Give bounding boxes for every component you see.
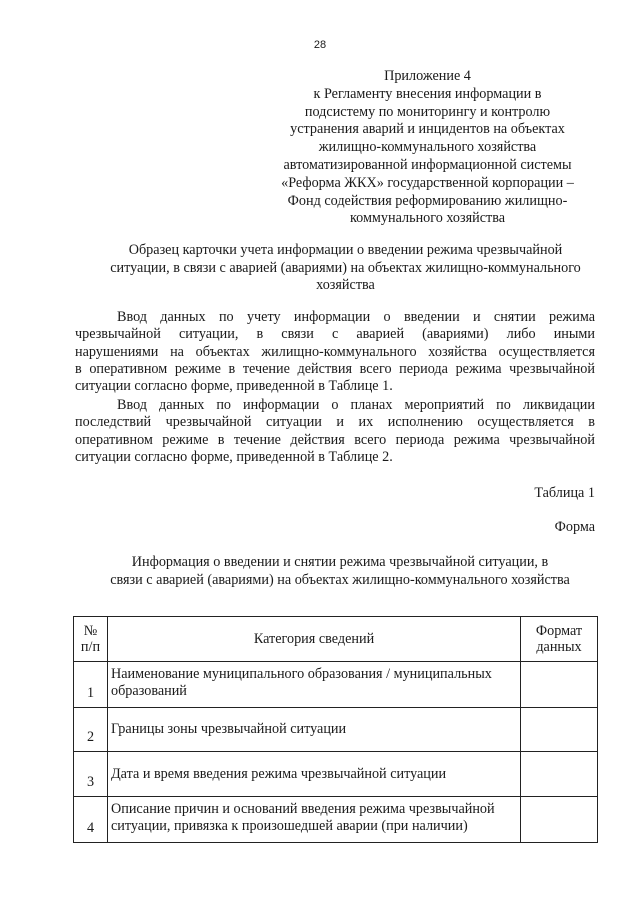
- header-category: Категория сведений: [108, 617, 521, 662]
- header-number: [74, 617, 108, 662]
- paragraph-line: ситуации согласно форме, приведенной в Таблице 1.: [75, 378, 393, 395]
- header-number-line: п/п: [80, 639, 101, 655]
- table-row: [74, 708, 598, 752]
- paragraph-line: нарушениями на объектах жилищно-коммунального хозяйства осуществляется: [75, 343, 595, 360]
- header-number-line: №: [83, 622, 98, 639]
- table-label: Таблица 1: [534, 485, 595, 501]
- appendix-line: к Регламенту внесения информации в: [313, 85, 542, 102]
- paragraph-line: в оперативном режиме в течение действия всего периода режима чрезвычайной: [75, 360, 595, 377]
- header-format-line: данных: [536, 639, 582, 655]
- appendix-line: автоматизированной информационной системы: [283, 156, 572, 173]
- sample-title-line: хозяйства: [316, 277, 375, 293]
- paragraph-line: чрезвычайной ситуации, в связи с аварией (авариями) либо иными: [75, 326, 595, 343]
- table-row: [74, 752, 598, 797]
- row-format: [521, 662, 598, 708]
- form-label: Форма: [554, 519, 595, 535]
- page-number: 28: [313, 39, 327, 51]
- paragraph-line: Ввод данных по информации о планах мероприятий по ликвидации: [117, 397, 595, 413]
- appendix-line: Фонд содействия реформированию жилищно-: [287, 192, 568, 209]
- header-format: [521, 617, 598, 662]
- row-category: Дата и время введения режима чрезвычайной ситуации: [108, 752, 521, 797]
- table-title-line: связи с аварией (авариями) на объектах жилищно-коммунального хозяйства: [110, 571, 570, 588]
- row-number: 4: [74, 797, 108, 843]
- paragraph-line: Ввод данных по учету информации о введении и снятии режима: [117, 309, 595, 325]
- paragraph-line: ситуации согласно форме, приведенной в Таблице 2.: [75, 448, 393, 465]
- header-format-line: Формат: [535, 622, 583, 639]
- row-format: [521, 708, 598, 752]
- row-number: 1: [74, 662, 108, 708]
- paragraph-line: последствий чрезвычайной ситуации и их исполнению осуществляется в: [75, 414, 595, 431]
- appendix-line: устранения аварий и инцидентов на объектах: [290, 121, 565, 138]
- row-number: 3: [74, 752, 108, 797]
- appendix-line: Приложение 4: [384, 68, 471, 84]
- info-table: [73, 616, 598, 843]
- appendix-line: коммунального хозяйства: [349, 210, 506, 227]
- row-category: Наименование муниципального образования / муниципальных образований: [108, 662, 521, 708]
- row-number: 2: [74, 708, 108, 752]
- row-category: Границы зоны чрезвычайной ситуации: [108, 708, 521, 752]
- paragraph-line: оперативном режиме в течение действия всего периода режима чрезвычайной: [75, 431, 595, 448]
- paragraph-2: [75, 397, 595, 466]
- table-row: [74, 662, 598, 708]
- row-category: Описание причин и оснований введения режима чрезвычайной ситуации, привязка к произошедшей аварии (при наличии): [108, 797, 521, 843]
- appendix-line: жилищно-коммунального хозяйства: [318, 139, 537, 156]
- appendix-line: «Реформа ЖКХ» государственной корпорации –: [281, 174, 574, 191]
- table-header-row: [74, 617, 598, 662]
- appendix-line: подсистему по мониторингу и контролю: [304, 103, 551, 120]
- table-row: [74, 797, 598, 843]
- sample-title-line: Образец карточки учета информации о введении режима чрезвычайной: [128, 242, 563, 258]
- appendix-heading: [250, 68, 605, 228]
- sample-title-line: ситуации, в связи с аварией (авариями) на объектах жилищно-коммунального: [110, 259, 581, 276]
- paragraph-1: [75, 309, 595, 395]
- table-title: [70, 554, 610, 589]
- row-format: [521, 797, 598, 843]
- sample-title: [78, 242, 613, 295]
- table-title-line: Информация о введении и снятии режима чрезвычайной ситуации, в: [131, 554, 549, 570]
- row-format: [521, 752, 598, 797]
